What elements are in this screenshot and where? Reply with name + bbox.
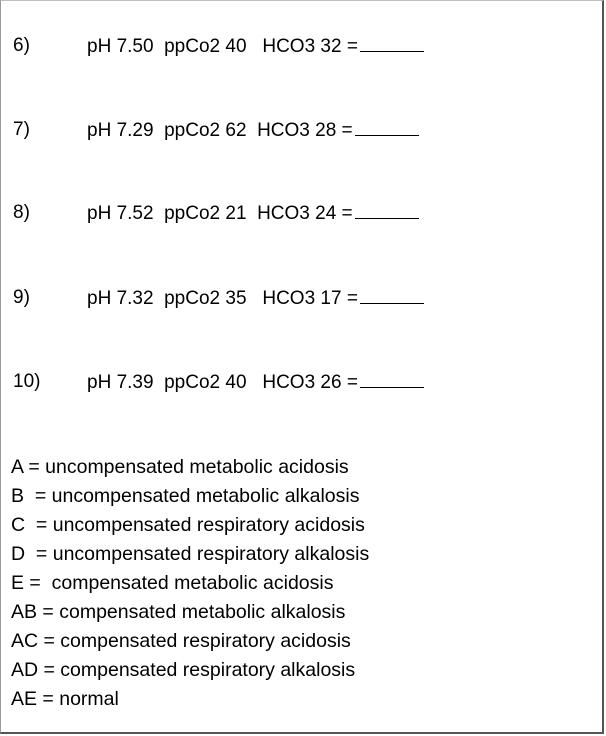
answer-blank[interactable] [355,200,419,219]
legend-item-b: B = uncompensated metabolic alkalosis [11,485,360,507]
question-8 [13,200,353,226]
legend-item-e: E = compensated metabolic acidosis [11,572,334,594]
legend-item-ac: AC = compensated respiratory acidosis [11,630,351,652]
question-values: pH 7.39 ppCo2 40 HCO3 26 = [87,372,358,393]
legend-item-d: D = uncompensated respiratory alkalosis [11,543,370,565]
answer-blank[interactable] [360,369,424,388]
answer-blank[interactable] [355,117,419,136]
legend-item-ab: AB = compensated metabolic alkalosis [11,601,346,623]
question-10 [13,369,358,395]
question-7 [13,117,353,143]
answer-blank[interactable] [360,285,424,304]
legend-item-ad: AD = compensated respiratory alkalosis [11,659,356,681]
legend-item-c: C = uncompensated respiratory acidosis [11,514,365,536]
legend-item-a: A = uncompensated metabolic acidosis [11,456,349,478]
legend-item-ae: AE = normal [11,688,119,710]
question-text [87,33,424,60]
answer-key-legend [11,453,369,714]
question-number: 9) [13,287,30,308]
question-values: pH 7.52 ppCo2 21 HCO3 24 = [87,203,353,224]
question-number: 10) [13,371,41,392]
question-values: pH 7.32 ppCo2 35 HCO3 17 = [87,288,358,309]
question-number: 8) [13,202,30,223]
question-values: pH 7.50 ppCo2 40 HCO3 32 = [87,36,358,57]
question-values: pH 7.29 ppCo2 62 HCO3 28 = [87,120,353,141]
question-text [87,285,424,312]
question-text [87,117,419,144]
answer-blank[interactable] [360,33,424,52]
question-9 [13,285,358,311]
question-6 [13,33,358,59]
question-number: 6) [13,35,30,56]
question-text [87,369,424,396]
question-text [87,200,419,227]
question-number: 7) [13,119,30,140]
